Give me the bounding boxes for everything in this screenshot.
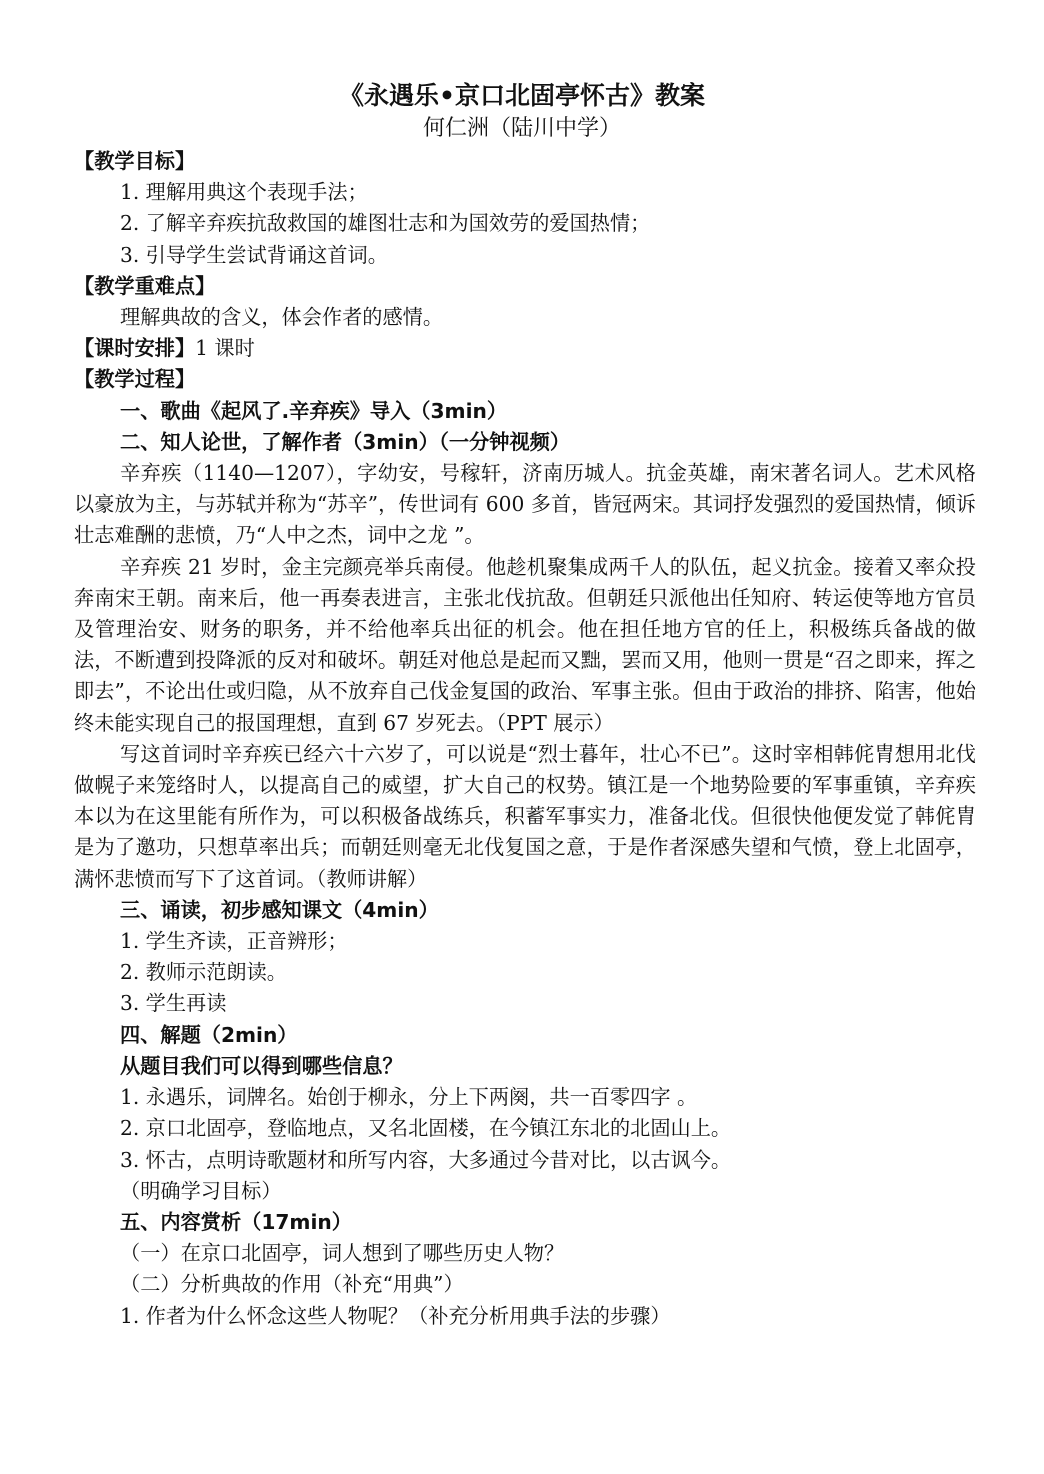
reading-item: 3. 学生再读 [120,991,227,1016]
goal-item: 1. 理解用典这个表现手法； [120,180,368,205]
key-points-text: 理解典故的含义，体会作者的感情。 [120,305,444,330]
process-step-3: 三、诵读，初步感知课文（4min） [120,897,439,922]
title-info-item: 3. 怀古，点明诗歌题材和所写内容，大多通过今昔对比，以古讽今。 [120,1147,732,1172]
title-info-item: 2. 京口北固亭，登临地点，又名北固楼，在今镇江东北的北固山上。 [120,1116,732,1141]
section-heading-process: 【教学过程】 [74,367,196,392]
title-info-item: 1. 永遇乐，词牌名。始创于柳永，分上下两阕，共一百零四字 。 [120,1085,698,1110]
learning-goal-note: （明确学习目标） [120,1178,282,1203]
document-title: 《永遇乐•京口北固亭怀古》教案 [339,81,705,110]
reading-item: 2. 教师示范朗读。 [120,960,287,985]
analysis-item: （一）在京口北固亭，词人想到了哪些历史人物？ [120,1241,565,1266]
analysis-item: 1. 作者为什么怀念这些人物呢？（补充分析用典手法的步骤） [120,1303,671,1328]
process-step-5: 五、内容赏析（17min） [120,1209,352,1234]
schedule-text: 1 课时 [195,336,255,361]
goal-item: 2. 了解辛弃疾抗敌救国的雄图壮志和为国效劳的爱国热情； [120,211,651,236]
reading-item: 1. 学生齐读，正音辨形； [120,929,348,954]
section-heading-key-points: 【教学重难点】 [74,273,216,298]
goal-item: 3. 引导学生尝试背诵这首词。 [120,242,388,267]
author-bio-paragraph: 辛弃疾（1140—1207），字幼安，号稼轩，济南历城人。抗金英雄，南宋著名词人。艺术风格以豪放为主，与苏轼并称为“苏辛”，传世词有 600 多首，皆冠两宋。其词抒发强烈的爱国热情，倾诉壮志难酬的悲愤，乃“人中之杰，词中之龙 ”。 [74,461,976,548]
process-step-4: 四、解题（2min） [120,1022,298,1047]
author-history-paragraph: 辛弃疾 21 岁时，金主完颜亮举兵南侵。他趁机聚集成两千人的队伍，起义抗金。接着又率众投奔南宋王朝。南来后，他一再奏表进言，主张北伐抗敌。但朝廷只派他出任知府、转运使等地方官员及管理治安、财务的职务，并不给他率兵出征的机会。他在担任地方官的任上，积极练兵备战的做法，不断遭到投降派的反对和破坏。朝廷对他总是起而又黜，罢而又用，他则一贯是“召之即来，挥之即去”，不论出仕或归隐，从不放弃自己伐金复国的政治、军事主张。但由于政治的排挤、陷害，他始终未能实现自己的报国理想，直到 67 岁死去。（PPT 展示） [74,554,976,735]
background-paragraph: 写这首词时辛弃疾已经六十六岁了，可以说是“烈士暮年，壮心不已”。这时宰相韩侂胄想用北伐做幌子来笼络时人，以提高自己的威望，扩大自己的权势。镇江是一个地势险要的军事重镇，辛弃疾本以为在这里能有所作为，可以积极备战练兵，积蓄军事实力，准备北伐。但很快他便发觉了韩侂胄是为了邀功，只想草率出兵；而朝廷则毫无北伐复国之意，于是作者深感失望和气愤，登上北固亭，满怀悲愤而写下了这首词。（教师讲解） [74,741,976,891]
document-author: 何仁洲（陆川中学） [422,116,621,141]
analysis-item: （二）分析典故的作用（补充“用典”） [120,1272,464,1297]
process-step-1: 一、歌曲《起风了.辛弃疾》导入（3min） [120,398,508,423]
section-heading-schedule: 【课时安排】 [74,336,196,361]
section-heading-goals: 【教学目标】 [74,149,196,173]
schedule-line [74,333,976,364]
title-question: 从题目我们可以得到哪些信息？ [120,1053,403,1078]
process-step-2: 二、知人论世，了解作者（3min）（一分钟视频） [120,429,571,454]
document-body [74,146,976,1332]
